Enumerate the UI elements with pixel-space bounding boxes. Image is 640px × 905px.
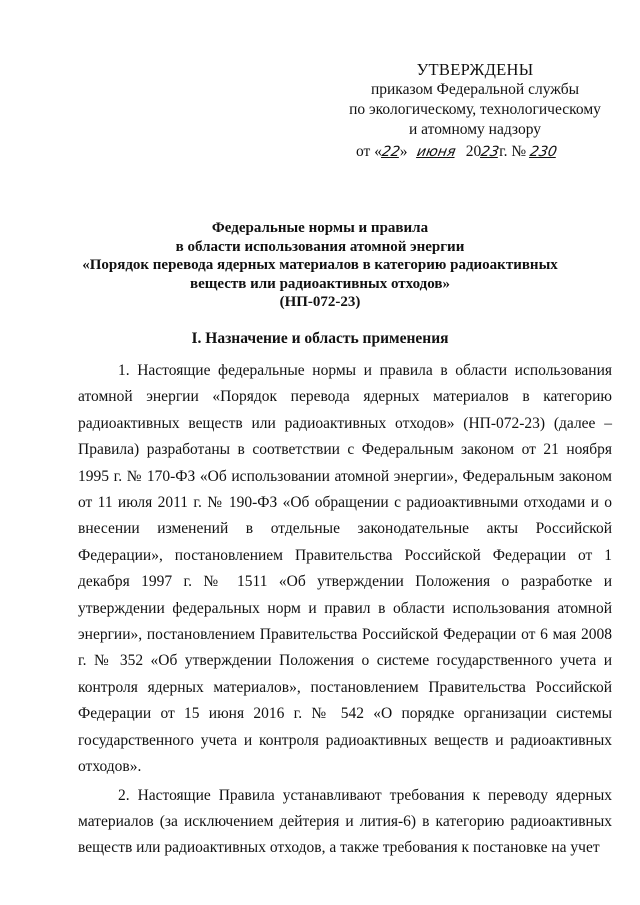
approval-line-2: по экологическому, технологическому [349, 101, 601, 118]
handwritten-year: 23 [479, 144, 501, 160]
title-line-3: «Порядок перевода ядерных материалов в категорию радиоактивных [82, 257, 558, 273]
year-prefix: 20 [465, 143, 482, 160]
approval-line-3: и атомному надзору [409, 121, 541, 138]
order-quote-close: » [399, 143, 408, 160]
handwritten-order-number: 230 [528, 144, 559, 160]
document-title [60, 219, 580, 312]
title-line-1: Федеральные нормы и правила [211, 220, 429, 236]
handwritten-month: июня [415, 144, 458, 160]
title-line-4: веществ или радиоактивных отходов» [189, 275, 450, 292]
year-g-number: г. № [499, 143, 527, 160]
section-heading: I. Назначение и область применения [191, 330, 449, 347]
handwritten-day: 22 [380, 144, 402, 160]
title-line-5: (НП-072-23) [279, 294, 361, 310]
document-body [78, 358, 612, 862]
approval-block [340, 60, 610, 140]
paragraph-1: 1. Настоящие федеральные нормы и правила в области использования атомной энергии «Порядок перевода ядерных материалов в категорию радиоактивных веществ или радиоактивных отходов» (НП-072-23) (далее – Правила) разработаны в соответствии с Федеральным законом от 21 ноября 1995 г. № 170-ФЗ «Об использовании атомной энергии», Федеральным законом от 11 июля 2011 г. № 190-ФЗ «Об обращении с радиоактивными отходами и о внесении изменений в отдельные законодательные акты Российской Федерации», постановлением Правительства Российской Федерации от 1 декабря 1997 г. № 1511 «Об утверждении Положения о разработке и утверждении федеральных норм и правил в области использования атомной энергии», постановлением Правительства Российской Федерации от 6 мая 2008 г. № 352 «Об утверждении Положения о системе государственного учета и контроля ядерных материалов», постановлением Правительства Российской Федерации от 15 июня 2016 г. № 542 «О порядке организации системы государственного учета и контроля радиоактивных веществ и радиоактивных отходов». [78, 362, 612, 776]
paragraph-2: 2. Настоящие Правила устанавливают требования к переводу ядерных материалов (за исключением дейтерия и лития-6) в категорию радиоактивных веществ или радиоактивных отходов, а также требования к постановке на учет [78, 786, 612, 857]
order-prefix: от « [356, 143, 382, 160]
approval-line-1: приказом Федеральной службы [370, 81, 580, 98]
order-date-line [356, 143, 616, 161]
title-line-2: в области использования атомной энергии [175, 238, 465, 255]
approval-heading: УТВЕРЖДЕНЫ [416, 60, 534, 79]
